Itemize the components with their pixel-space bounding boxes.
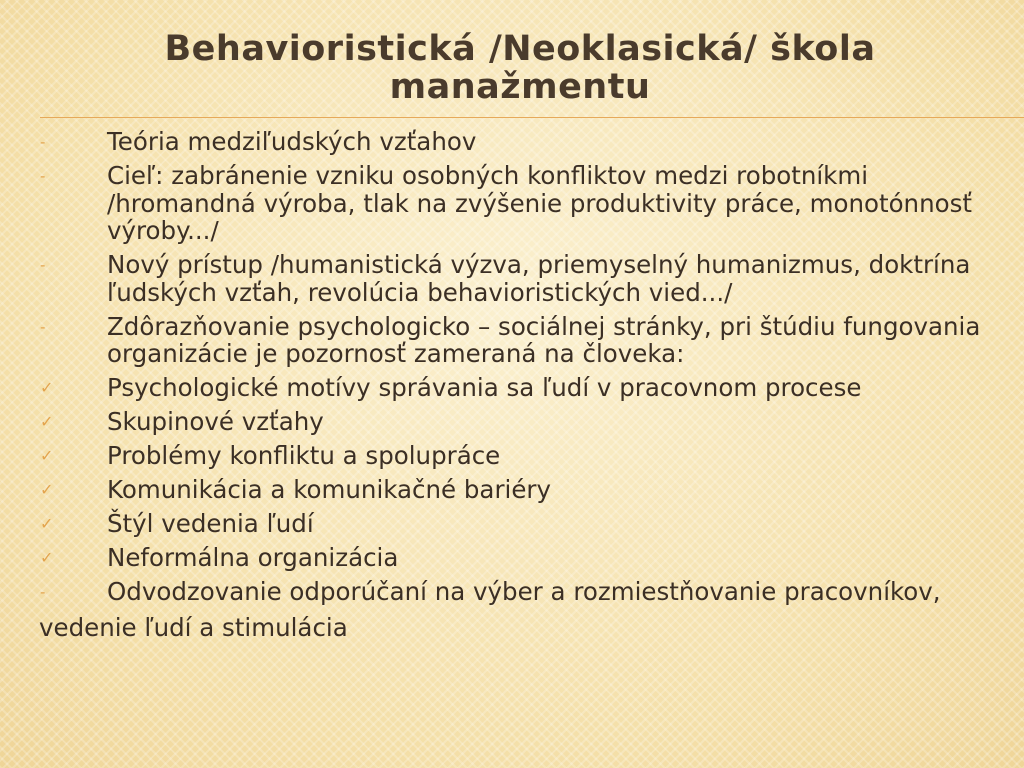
- dash-bullet-icon: -: [40, 317, 46, 336]
- bullet-list: [0, 128, 1024, 648]
- list-item: [0, 510, 1024, 538]
- slide-title-line-2: manažmentu: [389, 67, 651, 107]
- list-item-text: Neformálna organizácia: [107, 543, 399, 572]
- dash-bullet-icon: -: [40, 133, 46, 151]
- list-item: [0, 476, 1024, 504]
- dash-bullet-icon: -: [40, 256, 46, 274]
- list-item: [0, 128, 1024, 156]
- list-item: [0, 544, 1024, 572]
- list-item-text: Nový prístup /humanistická výzva, priemyselný humanizmus, doktrína ľudských vzťah, revolúcia behavioristických vied.../: [107, 250, 971, 307]
- checkmark-bullet-icon: ✓: [40, 446, 54, 465]
- list-item-text: Teória medziľudských vzťahov: [107, 127, 477, 156]
- checkmark-bullet-icon: ✓: [40, 548, 54, 567]
- list-item-text: Skupinové vzťahy: [107, 407, 324, 436]
- checkmark-bullet-icon: ✓: [40, 412, 54, 431]
- list-item: [0, 374, 1024, 402]
- slide-title-line-1: Behavioristická /Neoklasická/ škola: [164, 29, 876, 69]
- list-item-text: Psychologické motívy správania sa ľudí v pracovnom procese: [107, 373, 862, 402]
- list-item-text: Odvodzovanie odporúčaní na výber a rozmiestňovanie pracovníkov,: [107, 577, 941, 606]
- checkmark-bullet-icon: ✓: [40, 514, 54, 533]
- list-item-text: Komunikácia a komunikačné bariéry: [107, 475, 551, 504]
- title-divider: [40, 117, 1024, 118]
- dash-bullet-icon: -: [40, 167, 46, 185]
- list-item: [0, 408, 1024, 436]
- checkmark-bullet-icon: ✓: [40, 378, 54, 397]
- list-item-text: Zdôrazňovanie psychologicko – sociálnej stránky, pri štúdiu fungovania organizácie je pozornosť zameraná na človeka:: [107, 311, 981, 368]
- list-item-text: Štýl vedenia ľudí: [107, 509, 314, 538]
- dash-bullet-icon: -: [40, 583, 46, 601]
- list-item-text: Problémy konfliktu a spolupráce: [107, 441, 501, 470]
- list-item: [0, 251, 1024, 306]
- trailing-text: vedenie ľudí a stimulácia: [39, 612, 348, 642]
- list-item-text: Cieľ: zabránenie vzniku osobných konfliktov medzi robotníkmi /hromandná výroba, tlak na zvýšenie produktivity práce, monotónnosť výroby.../: [107, 161, 972, 245]
- list-item: [0, 313, 1024, 368]
- list-item: [0, 442, 1024, 470]
- list-item: [0, 578, 1024, 606]
- slide-title: [60, 30, 980, 106]
- checkmark-bullet-icon: ✓: [40, 480, 54, 499]
- list-item: [0, 162, 1024, 245]
